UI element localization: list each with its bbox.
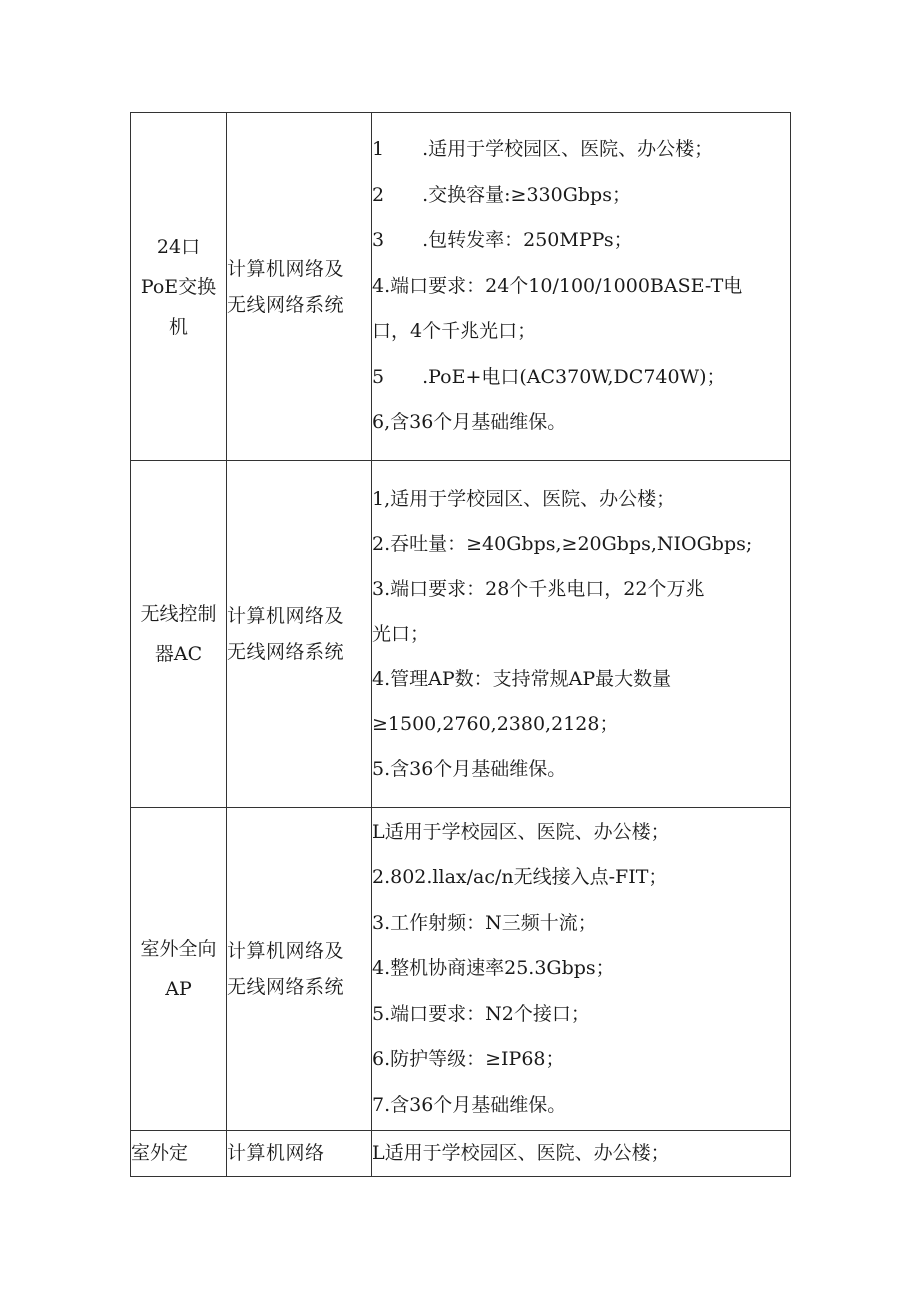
spec-line: L适用于学校园区、医院、办公楼； (372, 820, 670, 843)
category-cell (227, 808, 372, 1131)
product-name-line: AP (165, 978, 192, 1000)
spec-line: 4.管理AP数：支持常规AP最大数量 (372, 667, 672, 690)
category-cell (227, 113, 372, 461)
category-line: 无线网络系统 (227, 293, 345, 316)
spec-line: 3 .包转发率：250MPPs； (372, 229, 633, 252)
spec-line: 1,适用于学校园区、医院、办公楼； (372, 487, 676, 510)
product-name-line: 室外定 (131, 1142, 189, 1164)
spec-line: 5 .PoE+电口(AC370W,DC740W)； (372, 365, 726, 388)
spec-line: 2.802.llax/ac/n无线接入点-FIT； (372, 866, 668, 889)
spec-line: 3.端口要求：28个千兆电口，22个万兆 (372, 577, 705, 600)
spec-line: 2 .交换容量:≥330Gbps； (372, 183, 631, 206)
spec-table (130, 112, 791, 1177)
category-line: 计算机网络 (227, 1142, 325, 1164)
product-name-line: 无线控制 (140, 603, 217, 625)
product-name-line: 室外全向 (140, 938, 217, 960)
category-line: 无线网络系统 (227, 641, 345, 663)
product-name-cell (131, 1131, 227, 1177)
product-name-line: 机 (168, 315, 188, 338)
table-row (131, 113, 791, 461)
spec-line: 4.整机协商速率25.3Gbps； (372, 957, 615, 980)
table-row (131, 808, 791, 1131)
spec-line: 1 .适用于学校园区、医院、办公楼； (372, 138, 714, 161)
spec-line: 4.端口要求：24个10/100/1000BASE-T电 (372, 274, 743, 297)
spec-cell (372, 461, 791, 808)
spec-line: 5.含36个月基础维保。 (372, 757, 567, 780)
spec-cell (372, 1131, 791, 1177)
product-name-line: PoE交换 (140, 275, 217, 298)
spec-line: 6.防护等级：≥IP68； (372, 1048, 565, 1071)
category-line: 无线网络系统 (227, 976, 345, 998)
spec-line: 3.工作射频：N三频十流； (372, 911, 597, 934)
spec-line: 口，4个千兆光口； (372, 320, 537, 343)
spec-cell (372, 808, 791, 1131)
product-name-line: 24口 (156, 235, 201, 258)
spec-line: 2.吞吐量：≥40Gbps,≥20Gbps,NIOGbps; (372, 532, 753, 555)
category-line: 计算机网络及 (227, 940, 345, 962)
spec-line: 6,含36个月基础维保。 (372, 411, 567, 434)
spec-line: 光口； (372, 622, 430, 645)
category-cell (227, 461, 372, 808)
spec-cell (372, 113, 791, 461)
spec-line: L适用于学校园区、医院、办公楼； (372, 1142, 670, 1164)
spec-line: 7.含36个月基础维保。 (372, 1093, 567, 1116)
spec-line: 5.端口要求：N2个接口； (372, 1002, 590, 1025)
product-name-cell (131, 113, 227, 461)
table-row (131, 461, 791, 808)
spec-line: ≥1500,2760,2380,2128； (372, 712, 619, 735)
product-name-cell (131, 461, 227, 808)
category-line: 计算机网络及 (227, 605, 345, 627)
product-name-cell (131, 808, 227, 1131)
category-cell (227, 1131, 372, 1177)
category-line: 计算机网络及 (227, 257, 345, 280)
table-row (131, 1131, 791, 1177)
product-name-line: 器AC (154, 643, 203, 665)
